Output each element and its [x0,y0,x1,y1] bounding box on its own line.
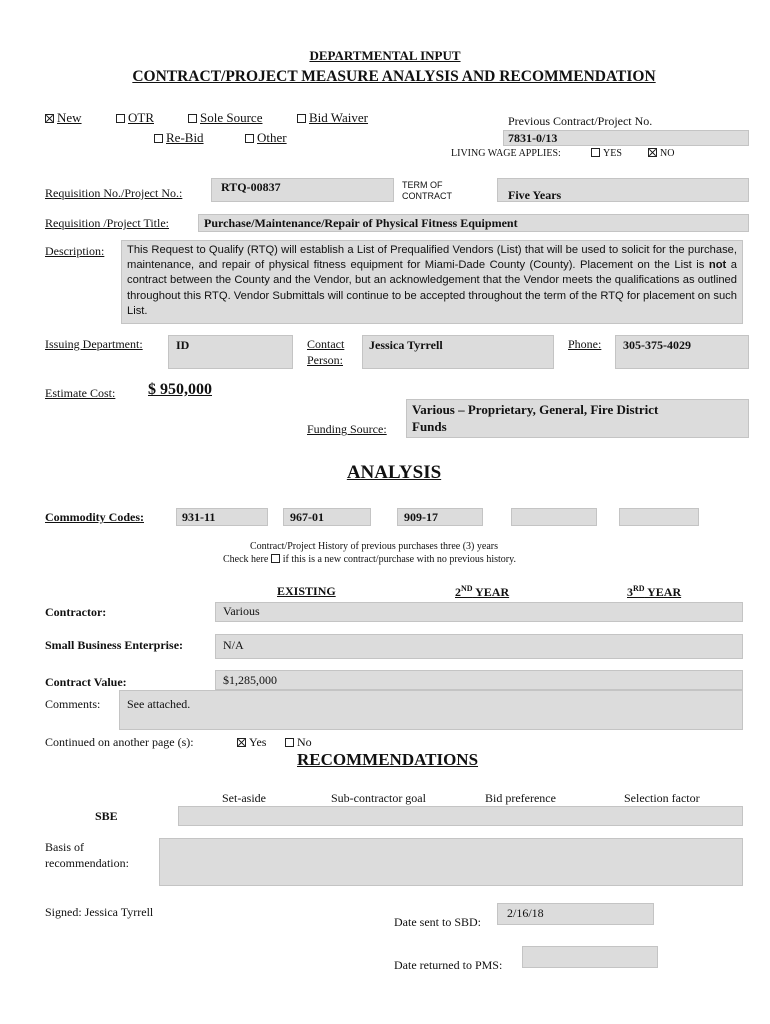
contact-label-2: Person: [307,353,343,367]
commodity-code-5[interactable] [619,508,699,526]
checkbox-icon [285,738,294,747]
commodity-code-1-value: 931-11 [182,510,216,524]
contract-value-value: $1,285,000 [223,673,277,687]
type-other-checkbox[interactable]: Other [245,130,287,146]
signed-label: Signed: Jessica Tyrrell [45,905,154,919]
contract-value-field[interactable] [215,670,743,690]
contact-value: Jessica Tyrrell [369,338,443,352]
history-line-1: Contract/Project History of previous purchases three (3) years [250,541,498,552]
requisition-value: RTQ-00837 [221,180,281,194]
col-bid-preference: Bid preference [485,791,556,805]
checkbox-icon [188,114,197,123]
issuing-dept-label: Issuing Department: [45,337,143,351]
contractor-label: Contractor: [45,605,107,619]
date-sent-value: 2/16/18 [507,906,544,920]
type-sole-source-checkbox[interactable]: Sole Source [188,110,262,126]
term-label-1: TERM OF [402,180,443,190]
description-field[interactable]: This Request to Qualify (RTQ) will establish a List of Prequalified Vendors (List) that will be used to solicit for the purchase, maintenance, and repair of physical fitness equipment for Miami-Dade County (County). Placement on the List is not a contract between the County and the Vendor, but an acknowledgement that the Vendor meets the qualifications as outlined throughout this RTQ. Vendor Submittals will continue to be accepted throughout the term of the RTQ for placement on such List. [121,240,743,324]
col-set-aside: Set-aside [222,791,266,805]
sbe-field[interactable] [215,634,743,659]
contractor-value: Various [223,604,260,618]
phone-label: Phone: [568,337,602,351]
date-returned-label: Date returned to PMS: [394,958,503,972]
checkbox-icon [591,148,600,157]
sbe-rec-field[interactable] [178,806,743,826]
comments-field[interactable] [119,690,743,730]
type-bid-waiver-checkbox[interactable]: Bid Waiver [297,110,368,126]
form-title-line2: CONTRACT/PROJECT MEASURE ANALYSIS AND RECOMMENDATION [132,68,656,85]
funding-line-2: Funds [412,419,447,434]
issuing-dept-value: ID [176,338,190,352]
checkbox-icon [154,134,163,143]
col-subcontractor-goal: Sub-contractor goal [331,791,426,805]
type-rebid-checkbox[interactable]: Re-Bid [154,130,204,146]
continued-label: Continued on another page (s): [45,735,194,749]
comments-label: Comments: [45,697,101,711]
checkbox-icon [245,134,254,143]
date-returned-field[interactable] [522,946,658,968]
recommendations-heading: RECOMMENDATIONS [297,750,479,769]
date-sent-label: Date sent to SBD: [394,915,481,929]
funding-line-1: Various – Proprietary, General, Fire District [412,402,659,417]
living-wage-no-checkbox[interactable]: NO [648,148,674,159]
basis-label-1: Basis of [45,840,84,854]
checkbox-checked-icon [648,148,657,157]
form-title-line1: DEPARTMENTAL INPUT [309,48,461,63]
sbe-value: N/A [223,638,244,652]
basis-label-2: recommendation: [45,856,129,870]
col-existing: EXISTING [277,584,336,598]
col-2nd-year: 2ND YEAR [455,584,510,599]
previous-contract-value: 7831-0/13 [508,131,558,145]
project-title-value: Purchase/Maintenance/Repair of Physical Fitness Equipment [204,216,518,230]
new-contract-checkbox[interactable] [271,554,280,563]
commodity-code-3-value: 909-17 [404,510,438,524]
checkbox-checked-icon [45,114,54,123]
sbe-label: Small Business Enterprise: [45,638,184,652]
commodity-codes-label: Commodity Codes: [45,510,144,524]
continued-no-checkbox[interactable]: No [285,735,312,750]
contact-label-1: Contact [307,337,345,351]
type-otr-checkbox[interactable]: OTR [116,110,154,126]
funding-source-label: Funding Source: [307,422,387,436]
comments-value: See attached. [127,697,191,711]
previous-contract-label: Previous Contract/Project No. [508,114,653,128]
col-selection-factor: Selection factor [624,791,700,805]
estimate-cost-value: $ 950,000 [148,381,212,398]
estimate-cost-label: Estimate Cost: [45,386,116,400]
basis-field[interactable] [159,838,743,886]
commodity-code-4[interactable] [511,508,597,526]
type-new-checkbox[interactable]: New [45,110,82,126]
checkbox-checked-icon [237,738,246,747]
living-wage-yes-checkbox[interactable]: YES [591,148,622,159]
continued-yes-checkbox[interactable]: Yes [237,735,266,750]
living-wage-label: LIVING WAGE APPLIES: [451,148,561,159]
project-title-label: Requisition /Project Title: [45,216,170,230]
checkbox-icon [116,114,125,123]
analysis-heading: ANALYSIS [346,462,442,483]
contract-value-label: Contract Value: [45,675,127,689]
term-label-2: CONTRACT [402,191,452,201]
description-label: Description: [45,244,105,258]
col-3rd-year: 3RD YEAR [627,584,682,599]
term-value: Five Years [508,188,562,202]
checkbox-icon [297,114,306,123]
contractor-field[interactable] [215,602,743,622]
requisition-label: Requisition No./Project No.: [45,186,183,200]
history-line-2: Check here if this is a new contract/purchase with no previous history. [223,554,516,565]
sbe-rec-label: SBE [95,809,118,823]
commodity-code-2-value: 967-01 [290,510,324,524]
phone-value: 305-375-4029 [623,338,691,352]
